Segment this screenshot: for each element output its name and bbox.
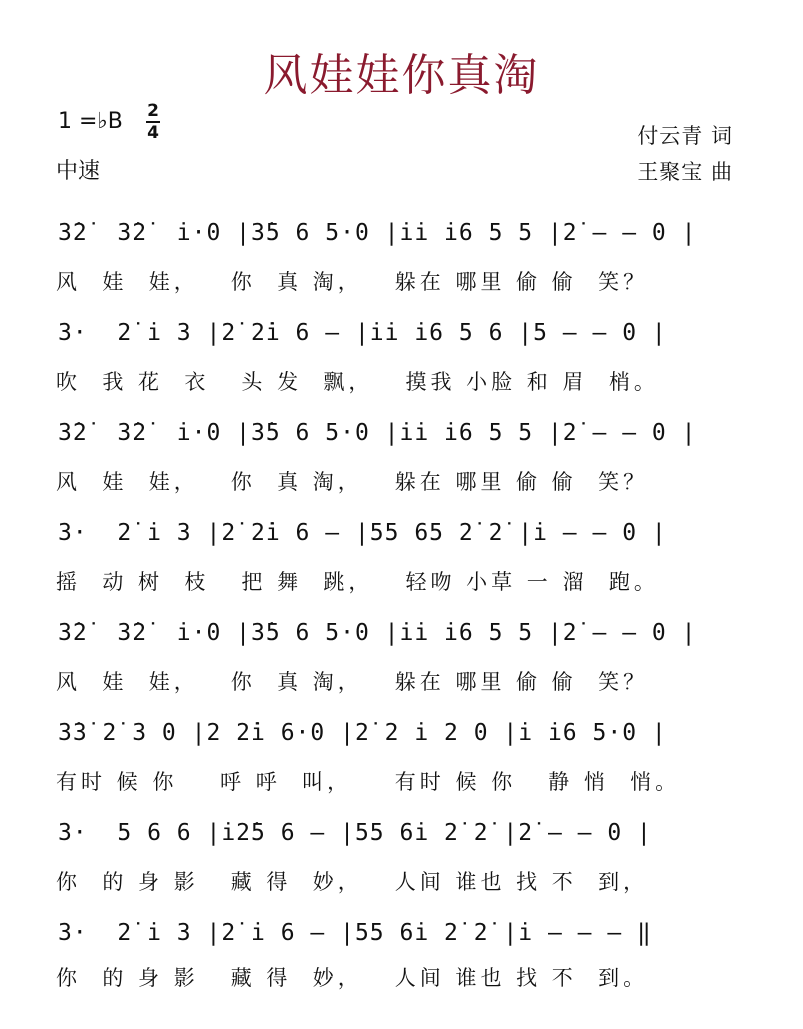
- lyric-line-5: 风 娃 娃， 你 真 淘， 躲在 哪里 偷 偷 笑？: [56, 670, 649, 694]
- lyric-line-8: 你 的 身 影 藏 得 妙， 人间 谁也 找 不 到。: [56, 966, 649, 990]
- lyric-line-1: 风 娃 娃， 你 真 淘， 躲在 哪里 偷 偷 笑？: [56, 270, 649, 294]
- lyric-line-4: 摇 动 树 枝 把 舞 跳， 轻吻 小草 一 溜 跑。: [56, 570, 659, 594]
- time-signature-bottom: 4: [147, 123, 159, 143]
- notation-line-3: 3̇2̇ 3̇2̇ i̇·0 |3̇5 6 5·0 |i̇i̇ i̇6 5 5 |2̇ – – 0 |: [58, 420, 697, 446]
- key-signature: 1 =♭B: [58, 109, 123, 134]
- notation-line-2: 3· 2̇ i̇ 3 |2̇ 2̇i̇ 6 – |i̇i̇ i̇6 5 6 |5 – – 0 |: [58, 320, 667, 346]
- tempo-marking: 中速: [56, 159, 101, 184]
- notation-line-6: 3̇3̇ 2̇ 3 0 |2 2̇i̇ 6·0 |2̇ 2 i̇ 2 0 |i̇ i̇6 5·0 |: [58, 720, 667, 746]
- lyric-line-6: 有时 候 你 呼 呼 叫， 有时 候 你 静 悄 悄。: [56, 770, 681, 794]
- page-title: 风娃娃你真淘: [263, 50, 540, 101]
- notation-line-4: 3· 2̇ i̇ 3 |2̇ 2̇i̇ 6 – |55 65 2̇ 2̇ |i̇ – – 0 |: [58, 520, 667, 546]
- lyric-line-3: 风 娃 娃， 你 真 淘， 躲在 哪里 偷 偷 笑？: [56, 470, 649, 494]
- notation-line-7: 3· 5 6 6 |i̇2̇5 6 – |55 6i̇ 2̇ 2̇ |2̇ – – 0 |: [58, 820, 652, 846]
- notation-line-1: 3̇2̇ 3̇2̇ i̇·0 |3̇5 6 5·0 |i̇i̇ i̇6 5 5 |2̇ – – 0 |: [58, 220, 697, 246]
- lyric-line-2: 吹 我 花 衣 头 发 飘， 摸我 小脸 和 眉 梢。: [56, 370, 659, 394]
- lyric-line-7: 你 的 身 影 藏 得 妙， 人间 谁也 找 不 到，: [56, 870, 649, 894]
- notation-line-5: 3̇2̇ 3̇2̇ i̇·0 |3̇5 6 5·0 |i̇i̇ i̇6 5 5 |2̇ – – 0 |: [58, 620, 697, 646]
- composer-credit: 王聚宝 曲: [637, 160, 733, 184]
- lyricist-credit: 付云青 词: [637, 124, 733, 148]
- time-signature-top: 2: [147, 101, 159, 121]
- notation-line-8: 3· 2̇ i̇ 3 |2̇ i̇ 6 – |55 6i̇ 2̇ 2̇ |i̇ – – – ‖: [58, 920, 652, 946]
